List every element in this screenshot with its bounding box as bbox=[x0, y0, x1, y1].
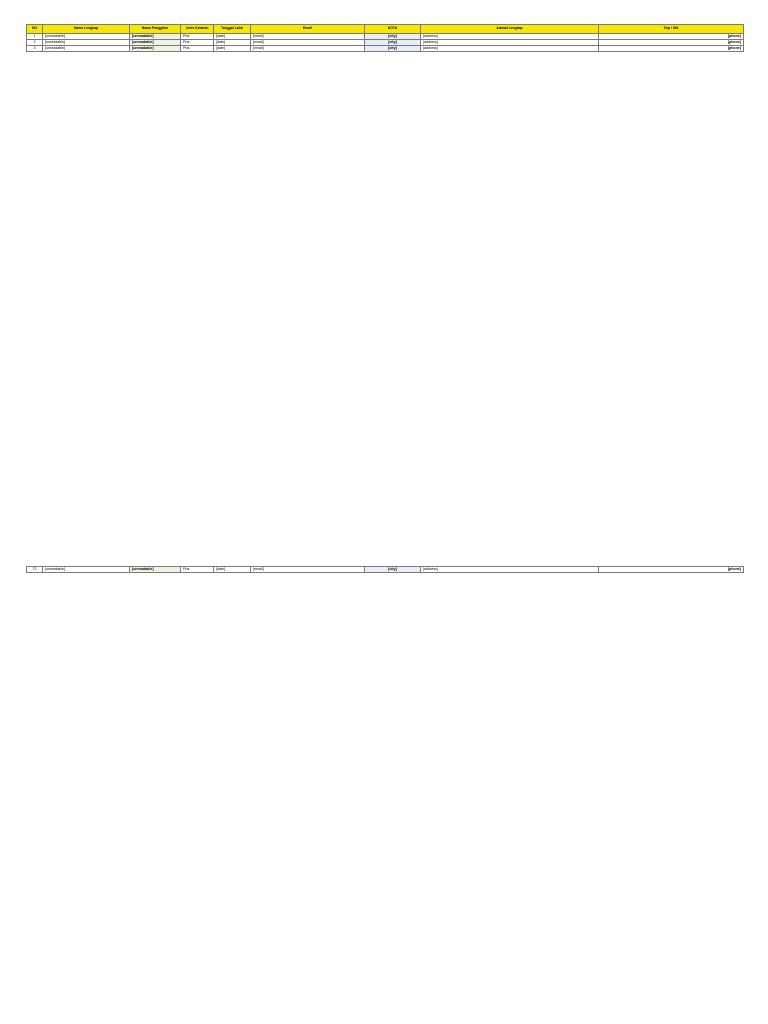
row-number-cell: 1 bbox=[27, 34, 43, 40]
table-row bbox=[27, 46, 744, 52]
gender-cell: Pria bbox=[181, 40, 214, 46]
gender-cell: Pria bbox=[181, 34, 214, 40]
nickname-cell: [unreadable] bbox=[130, 40, 181, 46]
full-name-cell: [unreadable] bbox=[43, 46, 130, 52]
email-cell: [email] bbox=[251, 567, 365, 573]
birth-date-cell: [date] bbox=[214, 567, 251, 573]
email-cell: [email] bbox=[251, 40, 365, 46]
column-header: Nama Panggilan bbox=[130, 25, 181, 34]
address-cell: [address] bbox=[421, 567, 599, 573]
row-number-cell: 2 bbox=[27, 40, 43, 46]
column-header: Email bbox=[251, 25, 365, 34]
column-header: Telp / WA bbox=[599, 25, 744, 34]
table-body bbox=[27, 567, 744, 573]
birth-date-cell: [date] bbox=[214, 34, 251, 40]
table-row bbox=[27, 567, 744, 573]
phone-cell: [phone] bbox=[599, 567, 744, 573]
gender-cell: Pria bbox=[181, 46, 214, 52]
column-header: Tanggal Lahir bbox=[214, 25, 251, 34]
phone-cell: [phone] bbox=[599, 40, 744, 46]
table-body bbox=[27, 34, 744, 52]
nickname-cell: [unreadable] bbox=[130, 34, 181, 40]
column-header: KOTA bbox=[365, 25, 421, 34]
nickname-cell: [unreadable] bbox=[130, 46, 181, 52]
birth-date-cell: [date] bbox=[214, 46, 251, 52]
city-cell: [city] bbox=[365, 40, 421, 46]
row-number-cell: 3 bbox=[27, 46, 43, 52]
birth-date-cell: [date] bbox=[214, 40, 251, 46]
column-header: NO bbox=[27, 25, 43, 34]
city-cell: [city] bbox=[365, 34, 421, 40]
row-number-cell: 72 bbox=[27, 567, 43, 573]
full-name-cell: [unreadable] bbox=[43, 34, 130, 40]
column-header: Jenis Kelamin bbox=[181, 25, 214, 34]
full-name-cell: [unreadable] bbox=[43, 40, 130, 46]
phone-cell: [phone] bbox=[599, 46, 744, 52]
address-cell: [address] bbox=[421, 40, 599, 46]
address-cell: [address] bbox=[421, 46, 599, 52]
email-cell: [email] bbox=[251, 34, 365, 40]
city-cell: [city] bbox=[365, 567, 421, 573]
data-table bbox=[26, 24, 744, 52]
nickname-cell: [unreadable] bbox=[130, 567, 181, 573]
gender-cell: Pria bbox=[181, 567, 214, 573]
email-cell: [email] bbox=[251, 46, 365, 52]
data-table-continued bbox=[26, 566, 744, 573]
table-header-row bbox=[27, 25, 744, 34]
phone-cell: [phone] bbox=[599, 34, 744, 40]
column-header: Nama Lengkap bbox=[43, 25, 130, 34]
address-cell: [address] bbox=[421, 34, 599, 40]
city-cell: [city] bbox=[365, 46, 421, 52]
full-name-cell: [unreadable] bbox=[43, 567, 130, 573]
column-header: Alamat Lengkap bbox=[421, 25, 599, 34]
